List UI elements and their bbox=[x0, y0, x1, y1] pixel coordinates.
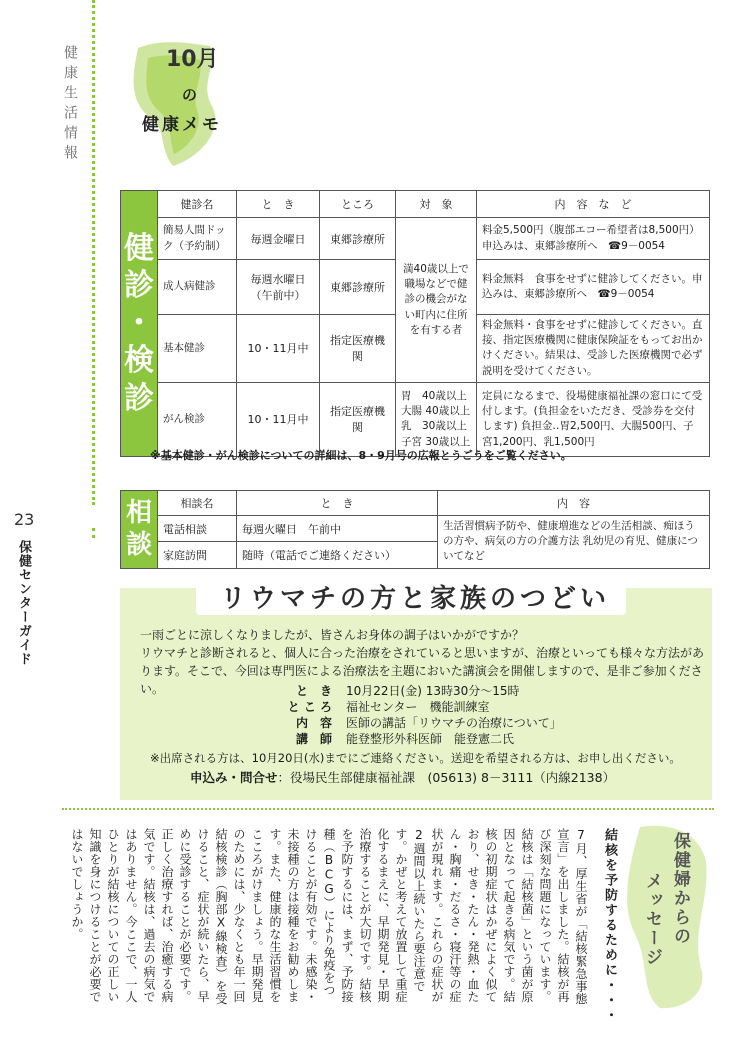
event-detail-row: 講 師 能登整形外科医師 能登憲二氏 bbox=[295, 732, 515, 746]
checkup-content: 定員になるまで、役場健康福祉課の窓口にて受付します。(負担金をいただき、受診券を交付します) 負担金‥胃2,500円、大腸500円、子宮1,200円、乳1,500円 bbox=[477, 382, 710, 456]
message-heading: 保健婦からの bbox=[670, 832, 690, 946]
column-header: 健診名 bbox=[158, 191, 237, 218]
checkup-name: 成人病健診 bbox=[158, 260, 237, 315]
consult-side-label: 相 談 bbox=[121, 491, 158, 569]
page-number: 23 bbox=[14, 510, 35, 529]
consult-name: 家庭訪問 bbox=[158, 542, 237, 568]
checkup-when: 毎週金曜日 bbox=[237, 218, 320, 260]
event-intro-line: リウマチと診断されると、個人に合った治療をされていると思いますが、治療といっても様々な方法があります。そこで、今回は専門医による治療法を主題においた講演会を開催しますので、是非ご参加ください。 bbox=[140, 646, 705, 696]
checkup-where: 東郷診療所 bbox=[320, 260, 396, 315]
table-row bbox=[121, 382, 710, 456]
table-row bbox=[121, 218, 710, 260]
checkup-when: 10・11月中 bbox=[237, 382, 320, 456]
consult-content: 生活習慣病予防や、健康増進などの生活相談、痴ほうの方や、病気の方の介護方法 乳幼児の育児、健康についてなど bbox=[438, 516, 710, 569]
event-details bbox=[270, 682, 562, 746]
column-header: と き bbox=[237, 191, 320, 218]
checkup-where: 指定医療機関 bbox=[320, 315, 396, 383]
message-paragraph: 7月、厚生省が「結核緊急事態宣言」を出しました。結核が再び深刻な問題になっています。結核は「結核菌」という菌が原因となって起きる病気です。結核の初期症状はかぜによく似ており、せき・たん・発熱・血たん・胸痛・だるさ・寝汗等の症状が現れます。これらの症状が2週間以上続いたら要注意です。かぜと考えて放置して重症化するまえに、早期発見・早期治療することが大切です。結核を予防するには、まず、予防接種（BCG）により免疫をつけることが有効です。未感染・未接種の方は接種をお勧めします。また、健康的な生活習慣をこころがけましょう。早期発見のためには、少なくとも年一回結核検診（胸部X線検査）を受けること、症状が続いたら、早めに受診することが必要です。正しく治療すれば、治癒する病気です。結核は、過去の病気ではありません。今ここで、一人ひとりが結核についての正しい知識を身につけることが必要ではないでしょうか。 bbox=[70, 828, 588, 1005]
event-intro-line: 一雨ごとに涼しくなりましたが、皆さんお身体の調子はいかがですか？ bbox=[140, 628, 525, 642]
event-notice: ※出席される方は、10月20日(水)までにご連絡ください。送迎を希望される方は、お申し出ください。 bbox=[150, 751, 681, 765]
event-detail-row: 内 容 医師の講話「リウマチの治療について」 bbox=[295, 716, 562, 730]
table-row bbox=[121, 516, 710, 542]
message-subheading: 結核を予防するために・・・ bbox=[602, 828, 617, 1023]
consultation-table bbox=[120, 490, 710, 569]
checkup-where: 東郷診療所 bbox=[320, 218, 396, 260]
table-header-row bbox=[121, 491, 710, 516]
checkup-content: 料金無料・食事をせずに健診してください。直接、指定医療機関に健康保険証をもってお出かけください。結果は、受診した医療機関で必ず説明を受けてください。 bbox=[477, 315, 710, 383]
event-detail-row: と き 10月22日(金) 13時30分～15時 bbox=[295, 684, 520, 698]
checkup-when: 10・11月中 bbox=[237, 315, 320, 383]
dotted-divider bbox=[92, 528, 95, 538]
leaf-decoration-icon bbox=[620, 822, 710, 1012]
column-header: 相談名 bbox=[158, 491, 237, 516]
column-header: 内 容 bbox=[438, 491, 710, 516]
checkup-content: 料金5,500円（腹部エコー希望者は8,500円）申込みは、東郷診療所へ ☎9－0054 bbox=[477, 218, 710, 260]
event-title: リウマチの方と家族のつどい bbox=[219, 584, 610, 614]
memo-title: 健康メモ bbox=[142, 115, 222, 135]
checkup-note: ※基本健診・がん検診についての詳細は、8・9月号の広報とうごうをご覧ください。 bbox=[150, 449, 572, 462]
column-header: ところ bbox=[320, 191, 396, 218]
column-header: 内 容 な ど bbox=[477, 191, 710, 218]
checkup-name: がん検診 bbox=[158, 382, 237, 456]
message-body bbox=[60, 828, 590, 1008]
event-contact: 申込み・問合せ：役場民生部健康福祉課 (05613) 8－3111（内線2138） bbox=[190, 770, 616, 785]
checkup-target-ages: 胃 40歳以上 大腸 40歳以上 乳 30歳以上 子宮 30歳以上 bbox=[396, 382, 477, 456]
column-header: と き bbox=[237, 491, 438, 516]
consult-when: 随時（電話でご連絡ください） bbox=[237, 542, 438, 568]
checkup-where: 指定医療機関 bbox=[320, 382, 396, 456]
checkup-table bbox=[120, 190, 710, 457]
consult-when: 毎週火曜日 午前中 bbox=[237, 516, 438, 542]
side-guide-label: 保健センターガイド bbox=[16, 540, 31, 666]
checkup-target: 満40歳以上で職場などで健診の機会がない町内に住所を有する者 bbox=[396, 218, 477, 383]
checkup-name: 簡易人間ドック（予約制） bbox=[158, 218, 237, 260]
dotted-divider bbox=[92, 0, 95, 505]
message-heading-sub: メッセージ bbox=[642, 872, 662, 967]
consult-name: 電話相談 bbox=[158, 516, 237, 542]
event-detail-row: と こ ろ 福祉センター 機能訓練室 bbox=[287, 700, 490, 714]
table-header-row bbox=[121, 191, 710, 218]
side-category-label: 健康生活情報 bbox=[62, 45, 78, 165]
checkup-when: 毎週水曜日（午前中） bbox=[237, 260, 320, 315]
checkup-name: 基本健診 bbox=[158, 315, 237, 383]
memo-title-month: 10月 bbox=[166, 47, 219, 72]
memo-title-particle: の bbox=[182, 86, 198, 104]
checkup-side-label: 健 診 ・ 検 診 bbox=[121, 191, 158, 457]
column-header: 対 象 bbox=[396, 191, 477, 218]
checkup-content: 料金無料 食事をせずに健診してください。申込みは、東郷診療所へ ☎9－0054 bbox=[477, 260, 710, 315]
